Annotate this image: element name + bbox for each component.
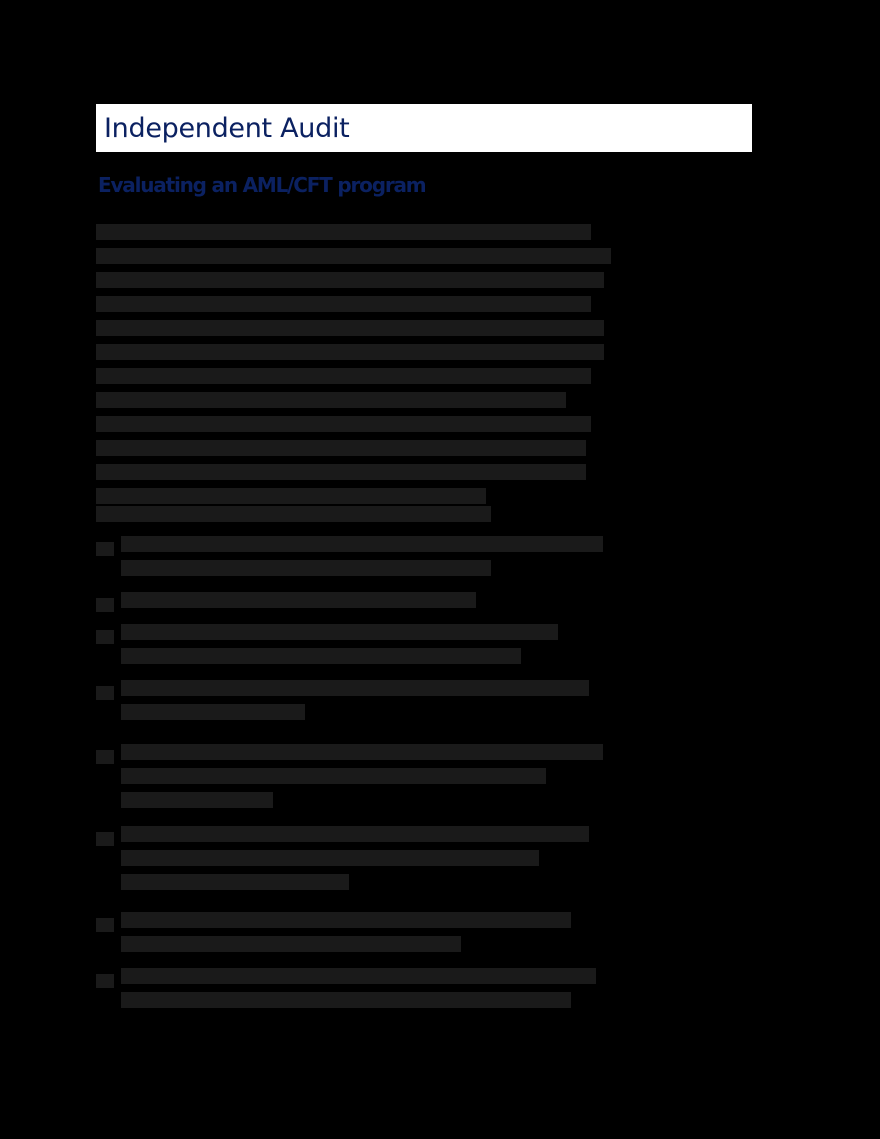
page-title: Independent Audit — [104, 112, 350, 144]
paragraph-line — [96, 224, 591, 240]
list-item-line — [121, 704, 305, 720]
paragraph-line — [96, 296, 591, 312]
list-marker — [96, 750, 114, 764]
list-item-line — [121, 768, 546, 784]
list-item-line — [121, 792, 273, 808]
paragraph-line — [96, 392, 566, 408]
list-item-line — [121, 744, 603, 760]
list-marker — [96, 974, 114, 988]
paragraph-line — [96, 272, 604, 288]
list-item-line — [121, 992, 571, 1008]
paragraph-line — [96, 248, 611, 264]
list-item-line — [121, 536, 603, 552]
list-marker — [96, 598, 114, 612]
list-item-line — [121, 648, 521, 664]
paragraph-line — [96, 320, 604, 336]
paragraph-line — [96, 464, 586, 480]
list-item-line — [121, 826, 589, 842]
list-item-line — [121, 560, 491, 576]
paragraph-line — [96, 368, 591, 384]
list-item-line — [121, 912, 571, 928]
paragraph-line — [96, 344, 604, 360]
paragraph-line — [96, 416, 591, 432]
list-marker — [96, 630, 114, 644]
section-title-banner — [96, 104, 752, 152]
section-subheading: Evaluating an AML/CFT program — [98, 173, 426, 197]
list-item-line — [121, 874, 349, 890]
list-item-line — [121, 592, 476, 608]
paragraph-line — [96, 488, 486, 504]
list-item-line — [121, 680, 589, 696]
list-marker — [96, 542, 114, 556]
list-marker — [96, 832, 114, 846]
paragraph-line — [96, 440, 586, 456]
list-item-line — [121, 624, 558, 640]
list-marker — [96, 918, 114, 932]
list-marker — [96, 686, 114, 700]
list-intro-line — [96, 506, 491, 522]
list-item-line — [121, 936, 461, 952]
list-item-line — [121, 968, 596, 984]
list-item-line — [121, 850, 539, 866]
